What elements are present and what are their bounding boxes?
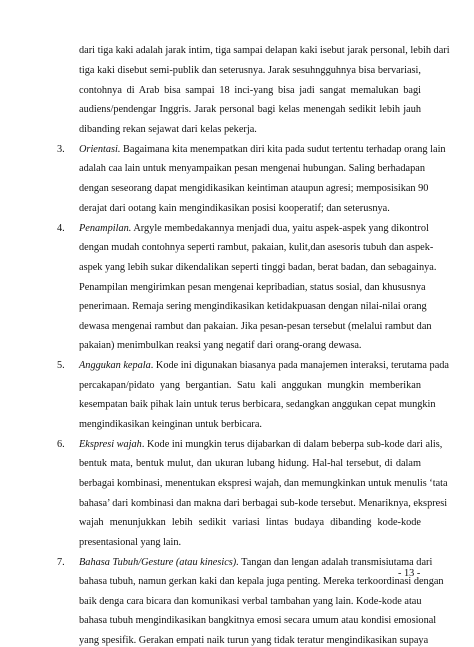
list-item-lead [79,438,443,451]
list-item-text: Bagaimana kita menempatkan diri kita pada sudut tertentu terhadap orang lain [120,144,446,155]
text-line: wajah menunjukkan lebih sedikit variasi lintas budaya dibanding kode-kode [79,517,421,528]
text-line: baik denga cara bicara dan komunikasi verbal tambahan yang lain. Kode-kode atau [79,596,422,607]
list-item-number: 3. [57,144,65,155]
list-item-term: Bahasa Tubuh/Gesture (atau kinesics). [79,557,239,568]
text-line: dibanding rekan sejawat dari kelas pekerja. [79,124,257,135]
text-line: dengan seseorang dapat mengidikasikan keintiman ataupun agresi; memposisikan 90 [79,183,429,194]
text-line: mengindikasikan keinginan untuk berbicara. [79,419,263,430]
list-item-term: Penampilan. [79,223,132,234]
text-line: tiga kaki disebut semi-publik dan seterusnya. Jarak sesuhngguhnya bisa bervariasi, [79,65,421,76]
text-line: bentuk mata, bentuk mulut, dan ukuran lubang hidung. Hal-hal tersebut, di dalam [79,458,421,469]
list-item-text: . Kode ini digunakan biasanya pada manajemen interaksi, terutama pada [150,360,449,371]
list-item-number: 5. [57,360,65,371]
list-item-text: Tangan dan lengan adalah transmisiutama dari [238,557,433,568]
text-line: derajat dari ootang kain mengindikasikan posisi kooperatif; dan seterusnya. [79,203,390,214]
list-item-number: 4. [57,223,65,234]
text-line: dewasa mengenai rambut dan pakaian. Jika pesan-pesan tersebut (melalui rambut dan [79,321,432,332]
text-line: bahasa’ dari kombinasi dan makna dari berbagai sub-kode tersebut. Menariknya, ekspresi [79,498,448,509]
list-item-lead [79,222,429,235]
list-item-number: 6. [57,439,65,450]
text-line: pakaian) menimbulkan reaksi yang negatif dari orang-orang dewasa. [79,340,362,351]
text-line: berbagai kombinasi, menentukan ekspresi wajah, dan memungkinkan untuk menulis ‘tata [79,478,448,489]
list-item-lead [79,556,433,569]
page-number: - 13 - [398,568,421,579]
text-line: kesempatan baik pihak lain untuk terus berbicara, sedangkan anggukan cepat mungkin [79,399,436,410]
list-item-term: Ekspresi wajah [79,439,142,450]
text-line: Penampilan mengirimkan pesan mengenai kepribadian, status sosial, dan khususnya [79,282,426,293]
text-line: contohnya di Arab bisa sampai 18 inci-yang bisa jadi sangat memalukan bagi [79,85,421,96]
list-item-term: Orientasi. [79,144,121,155]
list-item-number: 7. [57,557,65,568]
text-line: adalah caa lain untuk menyampaikan pesan mengenai hubungan. Saling berhadapan [79,163,425,174]
text-line: dengan mudah contohnya seperti rambut, pakaian, kulit,dan asesoris tubuh dan aspek- [79,242,434,253]
text-line: audiens/pendengar Inggris. Jarak personal bagi kelas menengah sedikit lebih jauh [79,104,421,115]
list-item-text: . Kode ini mungkin terus dijabarkan di dalam beberpa sub-kode dari alis, [141,439,443,450]
list-item-lead [79,143,446,156]
text-line: bahasa tubuh, namun gerkan kaki dan kepala juga penting. Mereka terkoordinasi dengan [79,576,444,587]
text-line: dari tiga kaki adalah jarak intim, tiga sampai delapan kaki isebut jarak personal, lebih dari [79,45,450,56]
list-item-lead [79,359,449,372]
text-line: presentasional yang lain. [79,537,182,548]
text-line: yang spesifik. Gerakan empati naik turun yang tidak teratur mengindikasikan supaya [79,635,429,646]
text-line: penerimaan. Remaja sering mengindikasikan ketidakpuasan dengan nilai-nilai orang [79,301,427,312]
text-line: aspek yang lebih sukar dikendalikan seperti tinggi badan, berat badan, dan sebagainya. [79,262,437,273]
list-item-text: Argyle membedakannya menjadi dua, yaitu aspek-aspek yang dikontrol [131,223,429,234]
text-line: bahasa tubuh mengindikasikan bangkitnya emosi secara umum atau kondisi emosional [79,615,437,626]
text-line: percakapan/pidato yang bergantian. Satu kali anggukan mungkin memberikan [79,380,421,391]
list-item-term: Anggukan kepala [79,360,151,371]
